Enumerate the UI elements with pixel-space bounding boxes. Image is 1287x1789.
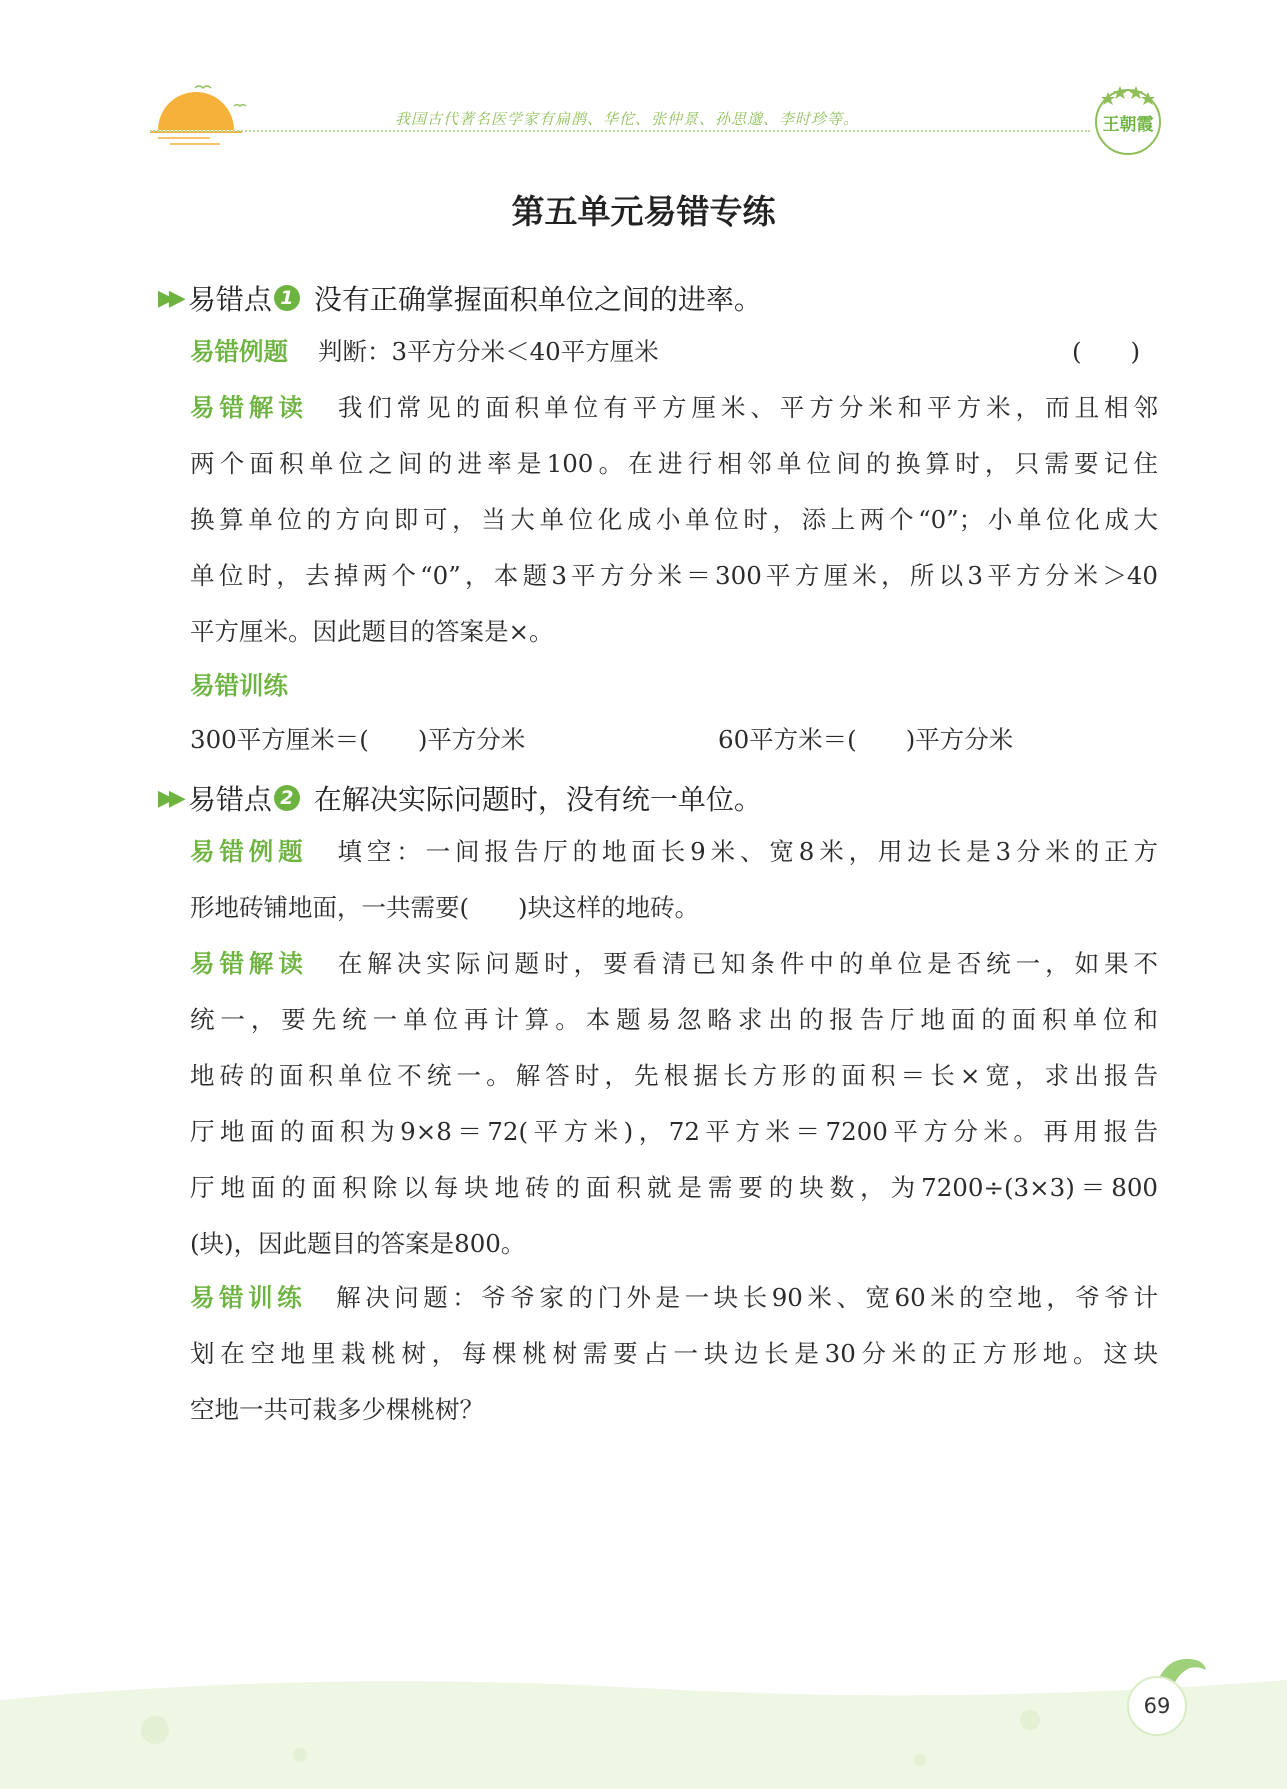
- header-quote: 我国古代著名医学家有扁鹊、华佗、张仲景、孙思邈、李时珍等。: [395, 110, 860, 128]
- double-chevron-icon: ▶▶: [158, 785, 180, 811]
- explain-line: 平方厘米。因此题目的答案是×。: [190, 617, 554, 646]
- train-2: [190, 1270, 1158, 1438]
- error-point-tag: 易错点: [187, 283, 272, 316]
- explain-line: 厅地面的面积为9×8＝72(平方米)，72平方米＝7200平方分米。再用报告: [190, 1117, 1158, 1146]
- explain-line: 厅地面的面积除以每块地砖的面积就是需要的块数，为7200÷(3×3)＝800: [190, 1173, 1158, 1202]
- explain-label: 易错解读: [190, 949, 308, 978]
- page-title: 第五单元易错专练: [511, 192, 776, 231]
- train-label: 易错训练: [190, 1283, 307, 1312]
- explain-2: [190, 936, 1158, 1272]
- error-point-text: 没有正确掌握面积单位之间的进率。: [313, 283, 762, 316]
- double-chevron-icon: ▶▶: [158, 285, 180, 311]
- explain-1: [190, 380, 1158, 660]
- header-dotted-rule: [150, 130, 1090, 132]
- seal-text: 王朝霞: [1102, 115, 1154, 135]
- explain-line: 在解决实际问题时，要看清已知条件中的单位是否统一，如果不: [337, 949, 1159, 978]
- brand-seal-icon: [1088, 78, 1168, 158]
- train-label: 易错训练: [190, 671, 288, 700]
- exercise-b[interactable]: 60平方米＝( )平方分米: [718, 725, 1014, 754]
- explain-line: 换算单位的方向即可，当大单位化成小单位时，添上两个“0”；小单位化成大: [190, 505, 1158, 534]
- error-point-2-heading: [158, 778, 762, 818]
- train-line: 解决问题：爷爷家的门外是一块长90米、宽60米的空地，爷爷计: [336, 1283, 1158, 1312]
- example-1: [190, 324, 1158, 380]
- error-point-text: 在解决实际问题时，没有统一单位。: [313, 783, 762, 816]
- example-label: 易错例题: [190, 337, 288, 366]
- error-point-1-heading: [158, 278, 762, 318]
- error-point-tag: 易错点: [187, 783, 272, 816]
- page-number: 69: [1127, 1676, 1187, 1736]
- example-line: 填空：一间报告厅的地面长9米、宽8米，用边长是3分米的正方: [337, 837, 1158, 866]
- explain-label: 易错解读: [190, 393, 308, 422]
- train-1-heading: [190, 658, 1158, 714]
- example-label: 易错例题: [190, 837, 308, 866]
- explain-line: (块)，因此题目的答案是800。: [190, 1229, 526, 1258]
- footer-wave: [0, 1660, 1287, 1789]
- error-point-number: 2: [274, 785, 300, 811]
- example-2: [190, 824, 1158, 936]
- answer-bracket[interactable]: ( ): [1072, 337, 1141, 366]
- explain-line: 地砖的面积单位不统一。解答时，先根据长方形的面积＝长×宽，求出报告: [190, 1061, 1158, 1090]
- sun-logo-icon: [150, 80, 250, 150]
- train-line: 空地一共可栽多少棵桃树？: [190, 1395, 484, 1424]
- explain-line: 两个面积单位之间的进率是100。在进行相邻单位间的换算时，只需要记住: [190, 449, 1158, 478]
- explain-line: 单位时，去掉两个“0”，本题3平方分米＝300平方厘米，所以3平方分米＞40: [190, 561, 1158, 590]
- example-text: 判断：3平方分米＜40平方厘米: [318, 337, 659, 366]
- error-point-number: 1: [274, 285, 300, 311]
- train-line: 划在空地里栽桃树，每棵桃树需要占一块边长是30分米的正方形地。这块: [190, 1339, 1158, 1368]
- explain-line: 我们常见的面积单位有平方厘米、平方分米和平方米，而且相邻: [337, 393, 1159, 422]
- example-line[interactable]: 形地砖铺地面，一共需要( )块这样的地砖。: [190, 893, 700, 922]
- exercise-a[interactable]: 300平方厘米＝( )平方分米: [190, 725, 526, 754]
- explain-line: 统一，要先统一单位再计算。本题易忽略求出的报告厅地面的面积单位和: [190, 1005, 1158, 1034]
